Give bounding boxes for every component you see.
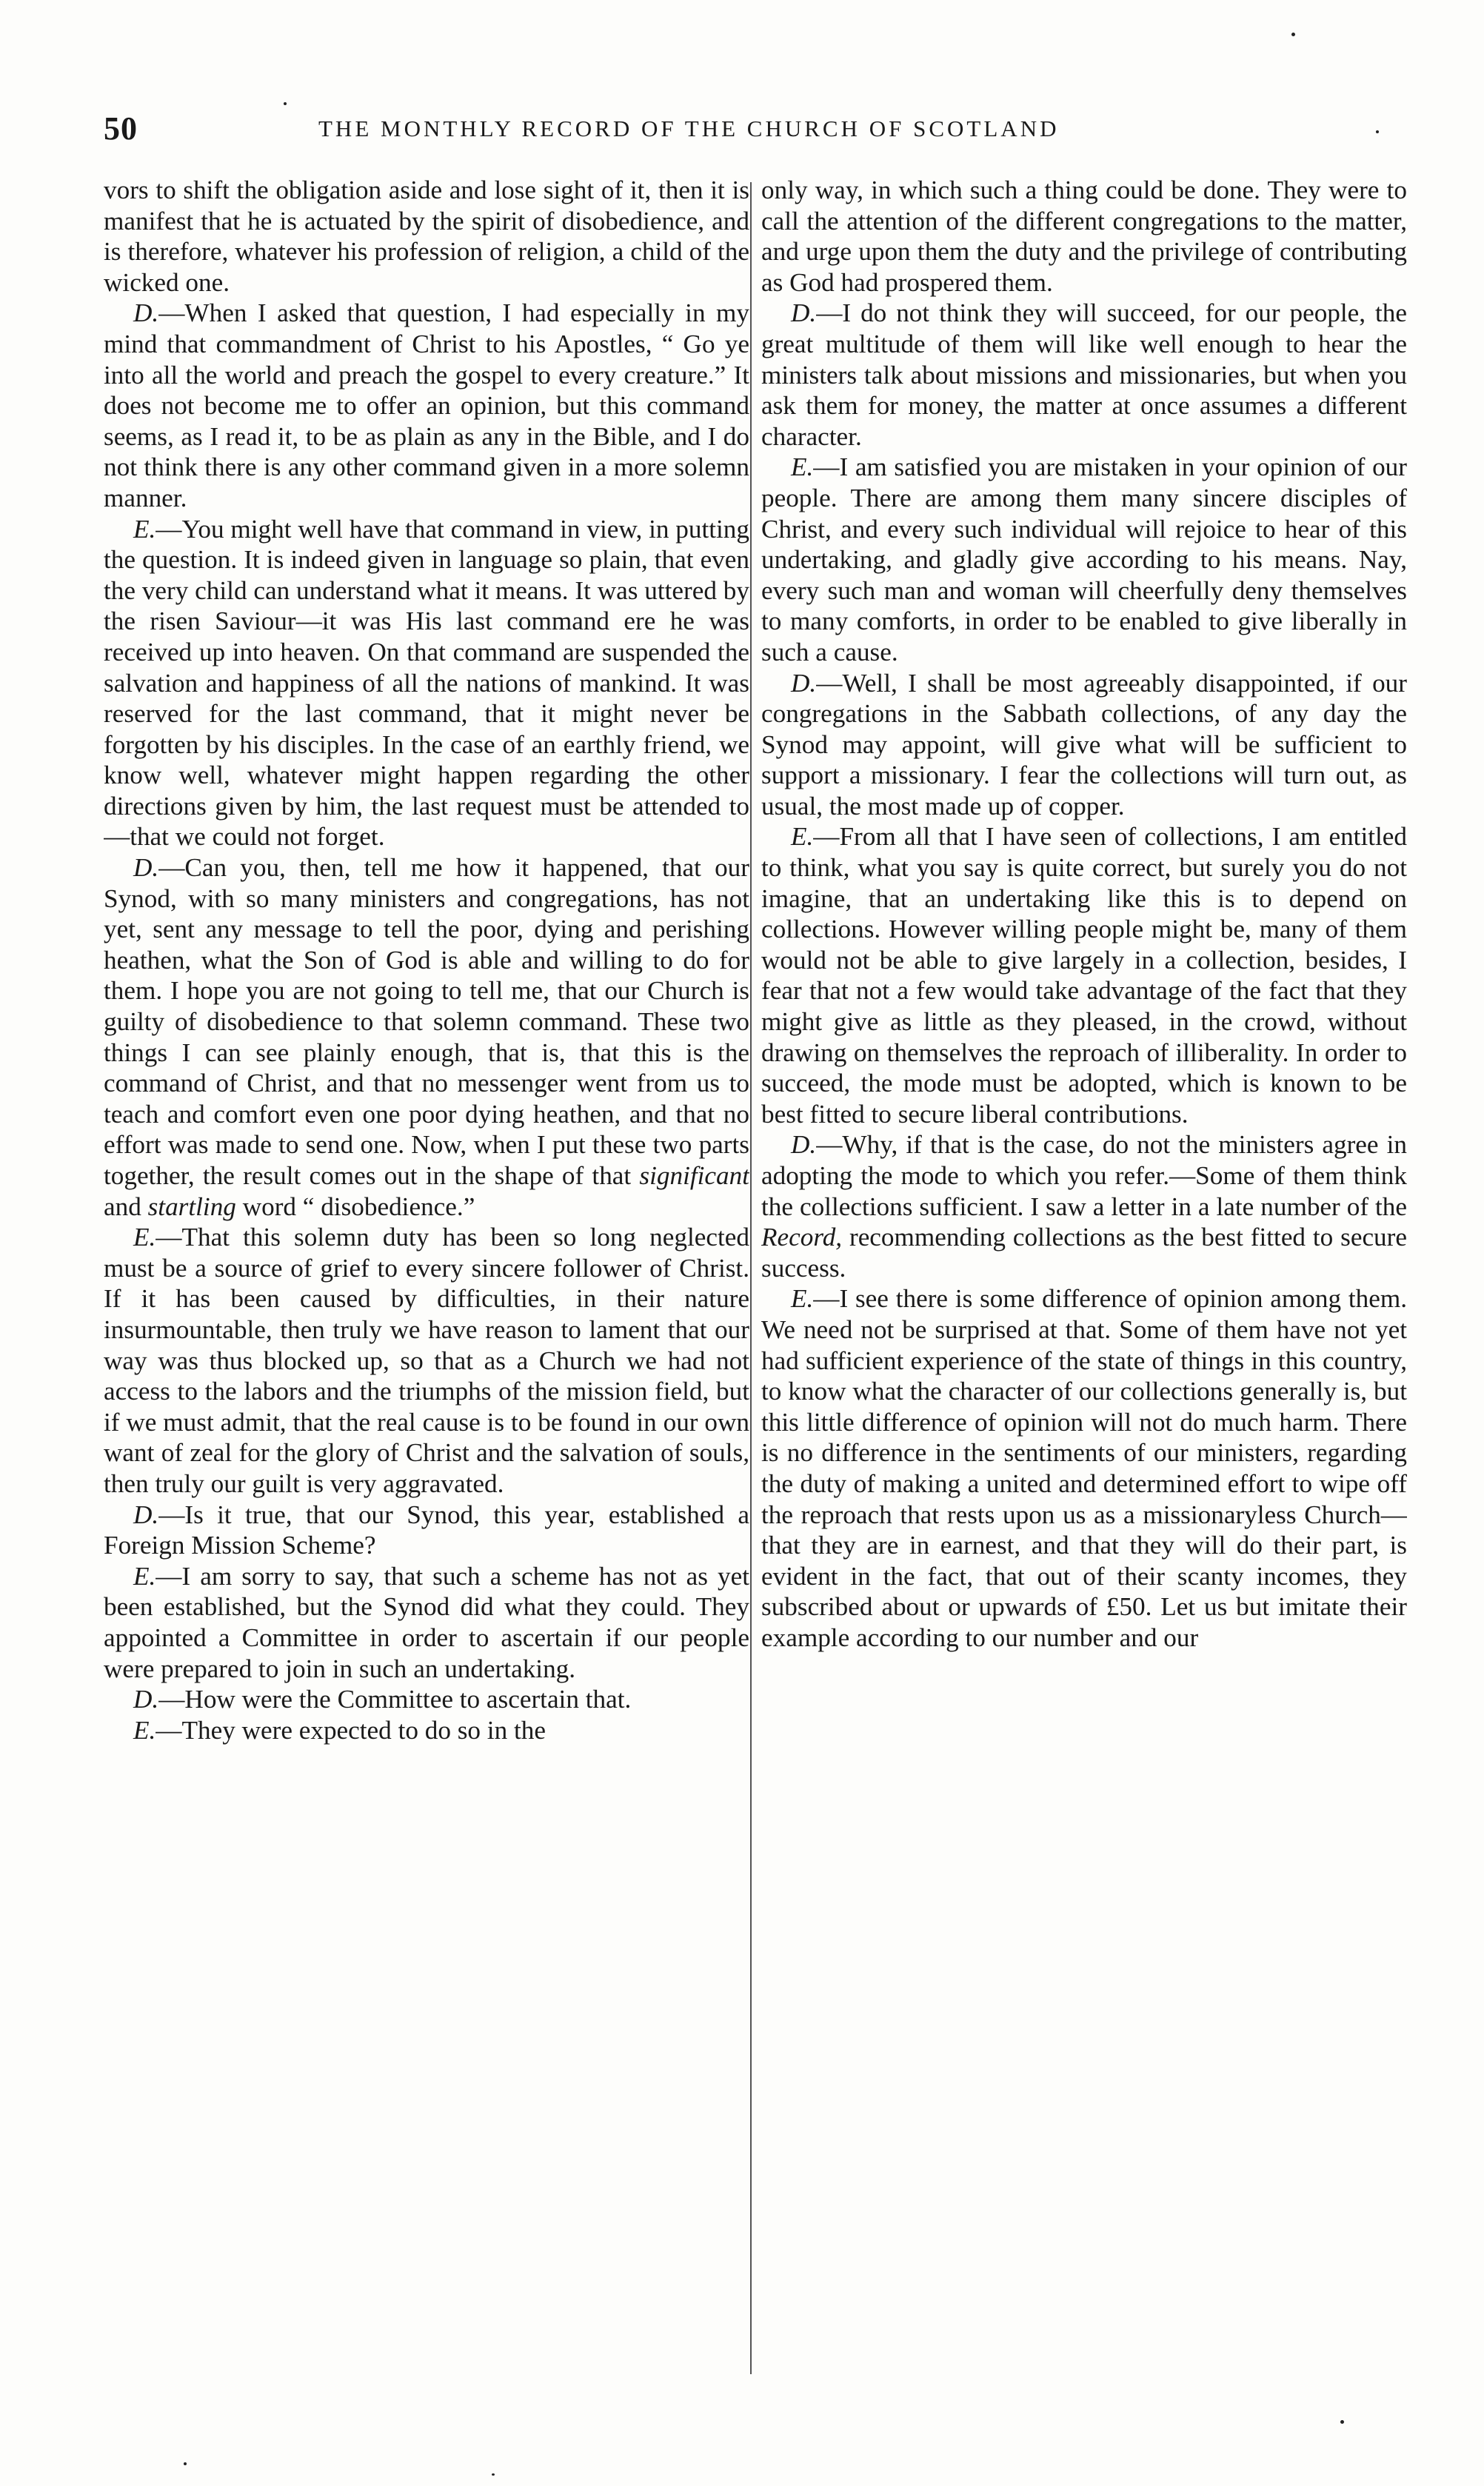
paragraph	[104, 1561, 749, 1684]
paragraph	[761, 175, 1407, 298]
paragraph	[104, 1500, 749, 1561]
italic-word: startling	[147, 1192, 236, 1221]
italic-word: Record,	[761, 1223, 843, 1252]
paragraph	[104, 1715, 749, 1746]
paragraph-text: —I am sorry to say, that such a scheme has not as yet been established, but the Synod did what they could. They appointed a Committee in order to ascertain if our people were prepared to join in such an undertaking.	[104, 1561, 749, 1683]
paragraph-text: —That this solemn duty has been so long neglected must be a source of grief to every sincere follower of Christ. If it has been caused by difficulties, in their nature insurmountable, then truly we have reason to lament that our way was thus blocked up, so that as a Church we had not access to the labors and the triumphs of the mission field, but if we must admit, that the real cause is to be found in our own want of zeal for the glory of Christ and the salvation of souls, then truly our guilt is very aggravated.	[104, 1223, 749, 1498]
paragraph-text: only way, in which such a thing could be done. They were to call the attention of the different congregations to the matter, and urge upon them the duty and the privilege of contributing as God had prospered them.	[761, 176, 1407, 297]
paragraph-text: —They were expected to do so in the	[156, 1715, 546, 1745]
running-title: THE MONTHLY RECORD OF THE CHURCH OF SCOTLAND	[318, 116, 1060, 141]
page-number: 50	[104, 110, 138, 147]
paragraph-text: —Is it true, that our Synod, this year, established a Foreign Mission Scheme?	[104, 1500, 749, 1560]
paragraph-text: and	[104, 1192, 148, 1221]
paragraph-text: —From all that I have seen of collections, I am entitled to think, what you say is quite correct, but surely you do not imagine, that an undertaking like this is to depend on collections. However willing people might be, many of them would not be able to give largely in a collection, besides, I fear that not a few would take advantage of the fact that they might give as little as they pleased, in the crowd, without drawing on themselves the reproach of illiberality. In order to succeed, the mode must be adopted, which is known to be best fitted to secure liberal contributions.	[761, 822, 1407, 1129]
paragraph	[761, 452, 1407, 667]
speaker-label: E.	[791, 452, 814, 482]
left-column	[104, 175, 749, 2389]
scan-speck	[1376, 130, 1379, 133]
paragraph-text: —I see there is some difference of opinion among them. We need not be surprised at that. Some of them have not yet had sufficient experience of the state of things in this country, to know what the character of our collections generally is, but this little difference of opinion will not do much harm. There is no difference in the sentiments of our ministers, regarding the duty of making a united and determined effort to wipe off the reproach that rests upon us as a missionaryless Church—that they are in earnest, and that they will do their part, is evident in the fact, that out of their scanty incomes, they subscribed about or upwards of £50. Let us but imitate their example according to our number and our	[761, 1284, 1407, 1652]
speaker-label: D.	[791, 1130, 817, 1160]
speaker-label: D.	[791, 298, 817, 328]
speaker-label: D.	[133, 853, 159, 883]
scan-speck	[184, 2462, 187, 2465]
speaker-label: D.	[791, 668, 817, 698]
paragraph-text: —How were the Committee to ascertain that.	[158, 1685, 632, 1714]
column-divider	[750, 182, 752, 2374]
paragraph	[761, 821, 1407, 1129]
speaker-label: E.	[133, 1223, 156, 1252]
right-column	[761, 175, 1407, 2389]
speaker-label: D.	[133, 1500, 159, 1529]
scan-speck	[284, 102, 287, 105]
scan-speck	[492, 2473, 495, 2476]
paragraph-text: —Well, I shall be most agreeably disappointed, if our congregations in the Sabbath collections, of any day the Synod may appoint, will give what will be sufficient to support a missionary. I fear the collections will turn out, as usual, the most made up of copper.	[761, 668, 1407, 821]
paragraph	[104, 852, 749, 1222]
paragraph-text: —I do not think they will succeed, for our people, the great multitude of them will like well enough to hear the ministers talk about missions and missionaries, but when you ask them for money, the matter at once assumes a different character.	[761, 298, 1407, 451]
paragraph	[761, 668, 1407, 822]
scan-speck	[1291, 33, 1295, 36]
paragraph-text: —Why, if that is the case, do not the ministers agree in adopting the mode to which you refer.—Some of them think the collections sufficient. I saw a letter in a late number of the	[761, 1130, 1407, 1221]
paragraph-text: —When I asked that question, I had especially in my mind that commandment of Christ to his Apostles, “ Go ye into all the world and preach the gospel to every creature.” It does not become me to offer an opinion, but this command seems, as I read it, to be as plain as any in the Bible, and I do not think there is any other command given in a more solemn manner.	[104, 298, 749, 512]
paragraph-text: vors to shift the obligation aside and lose sight of it, then it is manifest that he is actuated by the spirit of disobedience, and is therefore, whatever his profession of religion, a child of the wicked one.	[104, 176, 749, 297]
paragraph-text: —Can you, then, tell me how it happened, that our Synod, with so many ministers and congregations, has not yet, sent any message to tell the poor, dying and perishing heathen, what the Son of God is able and willing to do for them. I hope you are not going to tell me, that our Church is guilty of disobedience to that solemn command. These two things I can see plainly enough, that is, that this is the command of Christ, and that no messenger went from us to teach and comfort even one poor dying heathen, and that no effort was made to send one. Now, when I put these two parts together, the result comes out in the shape of that	[104, 853, 749, 1190]
italic-word: significant	[639, 1161, 749, 1190]
paragraph	[761, 1129, 1407, 1283]
speaker-label: E.	[133, 1561, 156, 1591]
speaker-label: E.	[133, 1715, 156, 1745]
scan-speck	[1340, 2420, 1344, 2424]
page-header	[104, 110, 1407, 154]
paragraph-text: recommending collections as the best fitted to secure success.	[761, 1223, 1407, 1283]
paragraph	[761, 1283, 1407, 1653]
paragraph	[104, 175, 749, 298]
paragraph	[761, 298, 1407, 452]
speaker-label: D.	[133, 298, 159, 328]
paragraph	[104, 514, 749, 853]
paragraph-text: word “ disobedience.”	[235, 1192, 475, 1221]
paragraph	[104, 298, 749, 513]
speaker-label: E.	[133, 514, 156, 544]
paragraph	[104, 1222, 749, 1499]
speaker-label: E.	[791, 1284, 814, 1314]
paragraph	[104, 1684, 749, 1715]
paragraph-text: —I am satisfied you are mistaken in your opinion of our people. There are among them many sincere disciples of Christ, and every such individual will rejoice to hear of this undertaking, and gladly give according to his means. Nay, every such man and woman will cheerfully deny themselves to many comforts, in order to be enabled to give liberally in such a cause.	[761, 452, 1407, 666]
speaker-label: E.	[791, 822, 814, 852]
speaker-label: D.	[133, 1685, 159, 1714]
paragraph-text: —You might well have that command in view, in putting the question. It is indeed given in language so plain, that even the very child can understand what it means. It was uttered by the risen Saviour—it was His last command ere he was received up into heaven. On that command are suspended the salvation and happiness of all the nations of mankind. It was reserved for the last command, that it might never be forgotten by his disciples. In the case of an earthly friend, we know well, whatever might happen regarding the other directions given by him, the last request must be attended to—that we could not forget.	[104, 514, 749, 852]
